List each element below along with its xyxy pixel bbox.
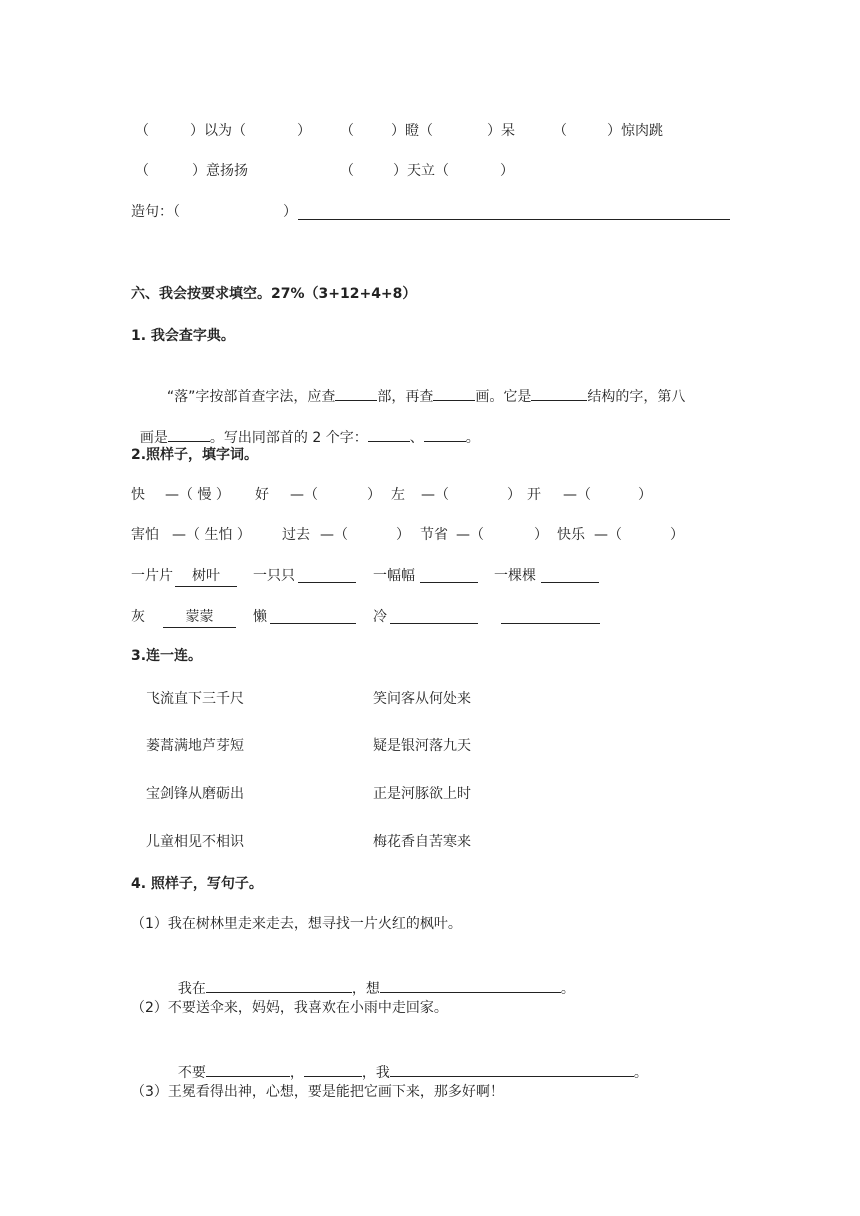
q1-text: 结构的字，第八 <box>587 389 686 405</box>
blank[interactable] <box>433 384 475 401</box>
fill-text: ，想 <box>351 981 380 997</box>
q1-text: 。写出同部首的 2 个字： <box>209 430 368 446</box>
dash-paren: —（ <box>421 487 449 503</box>
word: 快 <box>131 487 145 503</box>
dash-paren: —（ <box>563 487 591 503</box>
blank[interactable] <box>380 976 561 993</box>
blank[interactable] <box>531 384 587 401</box>
q2-heading: 2.照样子，填字词。 <box>131 447 259 463</box>
paren-open: （ <box>553 123 567 139</box>
q4-fill-2 <box>169 1040 648 1083</box>
paren-close: ） <box>367 487 381 503</box>
q1-text: 画是 <box>139 430 168 446</box>
paren-open: （ <box>135 163 149 179</box>
word: 灰 <box>131 609 145 625</box>
answer-line[interactable] <box>270 623 356 624</box>
paren-close: ） <box>500 163 514 179</box>
word: 节省 <box>420 527 448 543</box>
blank[interactable] <box>390 1060 634 1077</box>
word: 左 <box>391 487 405 503</box>
blank[interactable] <box>424 425 466 442</box>
blank[interactable] <box>335 384 377 401</box>
q1-line-1 <box>158 364 685 407</box>
poem-line-left[interactable]: 宝剑锋从磨砺出 <box>146 786 244 802</box>
blank[interactable] <box>206 1060 290 1077</box>
poem-line-left[interactable]: 儿童相见不相识 <box>146 834 244 850</box>
idiom-text: ）天立（ <box>393 163 449 179</box>
paren-close: ） <box>297 123 311 139</box>
q1-heading: 1. 我会查字典。 <box>131 328 235 344</box>
word: 冷 <box>373 609 387 625</box>
q4-sentence-2: （2）不要送伞来，妈妈，我喜欢在小雨中走回家。 <box>131 1000 448 1016</box>
paren-close: ） <box>507 487 521 503</box>
section-title: 六、我会按要求填空。27%（3+12+4+8） <box>131 286 417 302</box>
q1-text: 、 <box>409 430 424 446</box>
poem-line-left[interactable]: 飞流直下三千尺 <box>146 691 244 707</box>
poem-line-right[interactable]: 梅花香自苦寒来 <box>373 834 471 850</box>
q1-text: 画。它是 <box>475 389 532 405</box>
word: 快乐 <box>557 527 585 543</box>
dash-paren: —（ <box>290 487 318 503</box>
answer-line[interactable] <box>298 582 356 583</box>
blank[interactable] <box>206 976 352 993</box>
word: 一幅幅 <box>373 568 415 584</box>
example-answer: 蒙蒙 <box>163 607 236 628</box>
sentence-label: 造句：（ <box>131 204 180 220</box>
poem-line-right[interactable]: 笑问客从何处来 <box>373 691 471 707</box>
word: 过去 <box>282 527 310 543</box>
idiom-text: ）瞪（ <box>391 123 433 139</box>
word: 一棵棵 <box>494 568 536 584</box>
dash-paren: —（ <box>456 527 484 543</box>
blank[interactable] <box>368 425 410 442</box>
idiom-text: ）呆 <box>487 123 515 139</box>
q1-line-2 <box>131 405 480 448</box>
blank[interactable] <box>168 425 210 442</box>
q4-fill-1 <box>169 956 575 999</box>
poem-line-right[interactable]: 正是河豚欲上时 <box>373 786 471 802</box>
example-answer: 树叶 <box>175 566 237 587</box>
fill-text: 。 <box>633 1065 648 1081</box>
paren-close: ） <box>638 487 652 503</box>
dash-paren: —（ <box>594 527 622 543</box>
q1-text: 部，再查 <box>377 389 434 405</box>
answer-line[interactable] <box>298 219 730 220</box>
fill-text: ， <box>289 1065 304 1081</box>
answer-line[interactable] <box>501 623 600 624</box>
idiom-text: ）以为（ <box>190 123 246 139</box>
answer-line[interactable] <box>420 582 478 583</box>
poem-line-left[interactable]: 蒌蒿满地芦芽短 <box>146 738 244 754</box>
paren-close: ） <box>670 527 684 543</box>
word: 害怕 <box>131 527 159 543</box>
word: 一片片 <box>131 568 173 584</box>
answer-line[interactable] <box>390 623 478 624</box>
fill-text: 不要 <box>177 1065 206 1081</box>
word: 开 <box>527 487 541 503</box>
synonym-example: —（ 生怕 ） <box>172 527 251 543</box>
q4-heading: 4. 照样子，写句子。 <box>131 876 263 892</box>
q4-sentence-1: （1）我在树林里走来走去，想寻找一片火红的枫叶。 <box>131 916 462 932</box>
paren-open: （ <box>340 163 354 179</box>
q3-heading: 3.连一连。 <box>131 648 203 664</box>
word: 一只只 <box>253 568 295 584</box>
answer-line[interactable] <box>541 582 599 583</box>
q1-text: 。 <box>465 430 480 446</box>
q1-text: “落”字按部首查字法，应查 <box>166 389 336 405</box>
idiom-text: ）惊肉跳 <box>607 123 663 139</box>
dash-paren: —（ <box>320 527 348 543</box>
word: 好 <box>255 487 269 503</box>
paren-open: （ <box>135 123 149 139</box>
fill-text: ，我 <box>361 1065 390 1081</box>
paren-open: （ <box>340 123 354 139</box>
q4-sentence-3: （3）王冕看得出神，心想，要是能把它画下来，那多好啊！ <box>131 1084 504 1100</box>
paren-close: ） <box>534 527 548 543</box>
antonym-example: —（ 慢 ） <box>165 487 230 503</box>
fill-text: 我在 <box>177 981 206 997</box>
word: 懒 <box>253 609 267 625</box>
blank[interactable] <box>304 1060 362 1077</box>
fill-text: 。 <box>560 981 575 997</box>
paren-close: ） <box>396 527 410 543</box>
poem-line-right[interactable]: 疑是银河落九天 <box>373 738 471 754</box>
paren-close: ） <box>283 204 297 220</box>
idiom-text: ）意扬扬 <box>192 163 248 179</box>
